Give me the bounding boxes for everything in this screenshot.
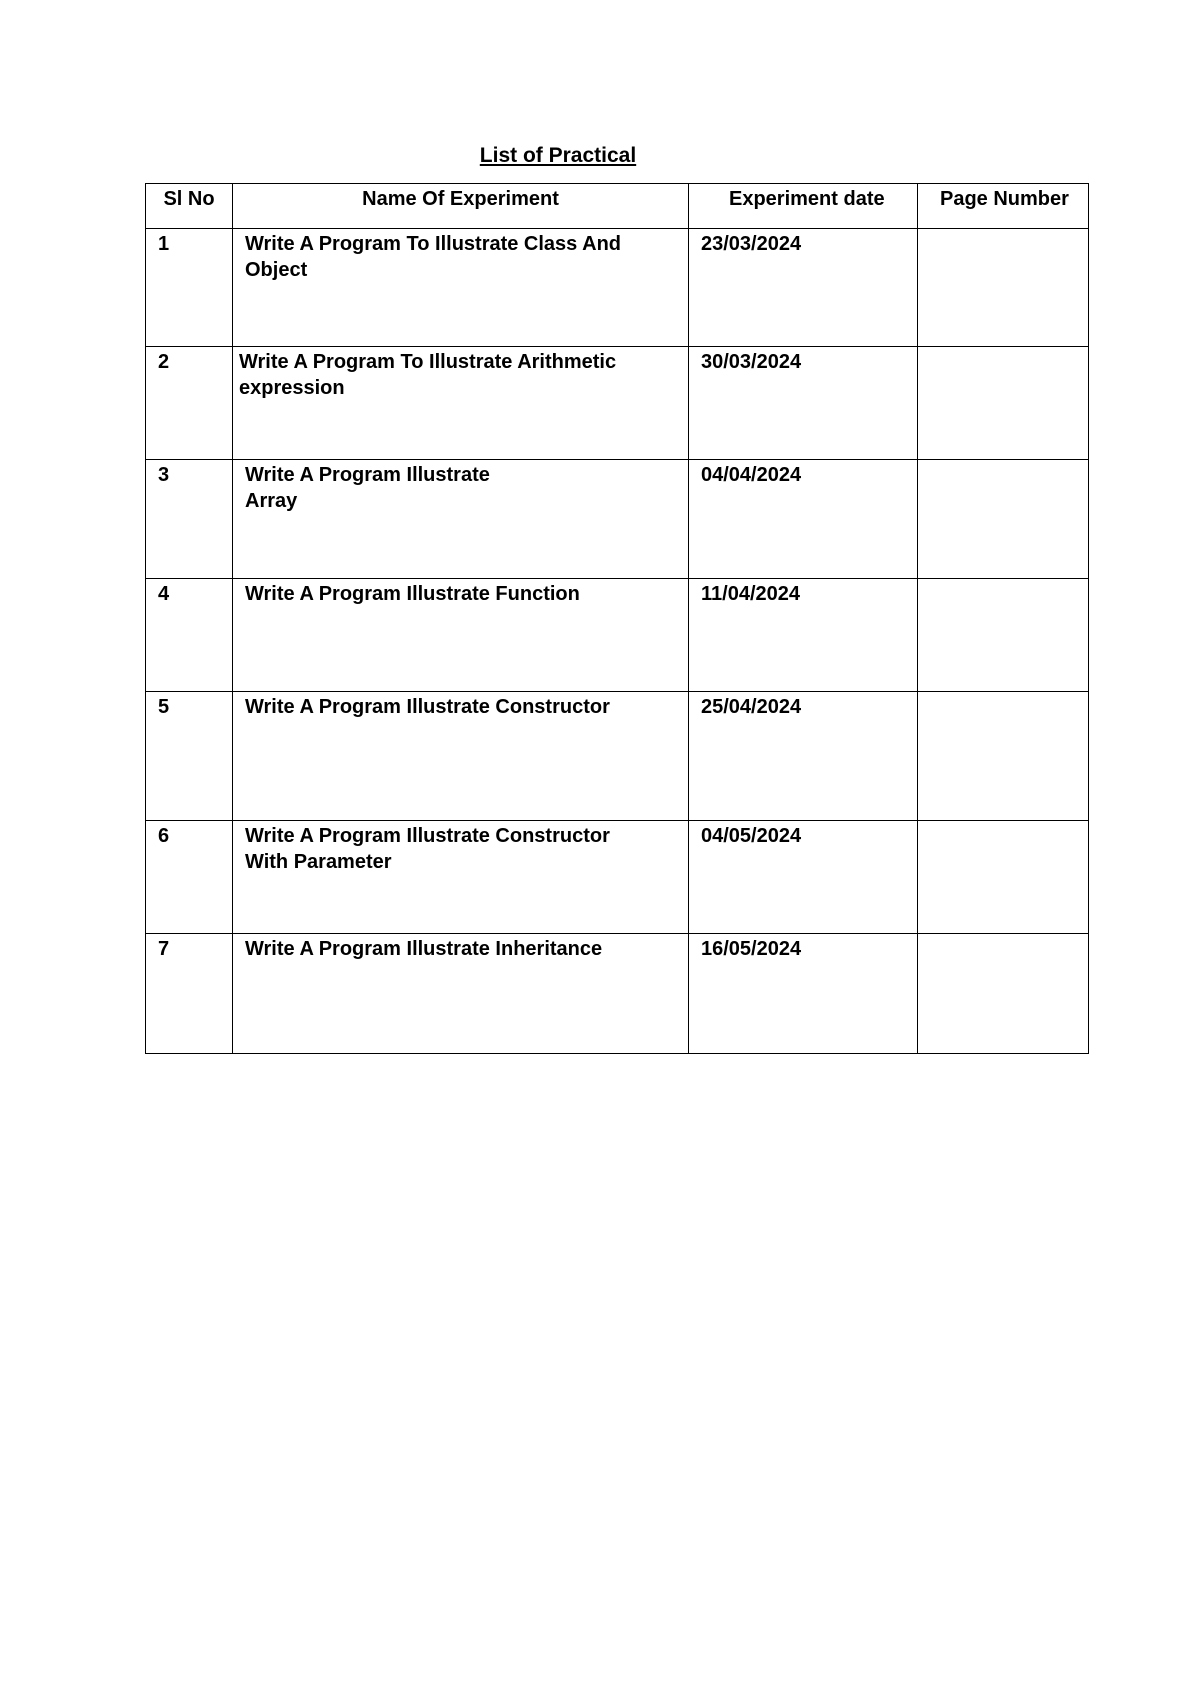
- page-title: List of Practical: [479, 144, 637, 167]
- page-number-cell: [918, 579, 1089, 692]
- page-number-cell: [918, 821, 1089, 934]
- sl-no-cell: 5: [146, 692, 233, 821]
- table-header-row: [146, 184, 1089, 229]
- page-number-cell: [918, 460, 1089, 579]
- table-row: [146, 460, 1089, 579]
- experiment-name-cell: Write A Program Illustrate Constructor: [233, 692, 689, 821]
- table-row: [146, 934, 1089, 1054]
- header-name-of-experiment: Name Of Experiment: [233, 184, 689, 229]
- sl-no-cell: 7: [146, 934, 233, 1054]
- page-number-cell: [918, 692, 1089, 821]
- header-sl-no: Sl No: [146, 184, 233, 229]
- experiment-name-cell: Write A Program To Illustrate Class And Object: [233, 229, 689, 347]
- page-number-cell: [918, 229, 1089, 347]
- table-row: [146, 579, 1089, 692]
- header-experiment-date: Experiment date: [689, 184, 918, 229]
- page-number-cell: [918, 934, 1089, 1054]
- experiment-name-cell: Write A Program Illustrate Array: [233, 460, 689, 579]
- table-row: [146, 692, 1089, 821]
- experiment-date-cell: 23/03/2024: [689, 229, 918, 347]
- sl-no-cell: 6: [146, 821, 233, 934]
- header-page-number: Page Number: [918, 184, 1089, 229]
- experiment-date-cell: 25/04/2024: [689, 692, 918, 821]
- experiment-name-cell: Write A Program Illustrate Function: [233, 579, 689, 692]
- experiment-name-cell: Write A Program Illustrate Inheritance: [233, 934, 689, 1054]
- experiment-name-cell: Write A Program To Illustrate Arithmetic expression: [233, 347, 689, 460]
- experiment-date-cell: 04/04/2024: [689, 460, 918, 579]
- table-row: [146, 821, 1089, 934]
- table-row: [146, 229, 1089, 347]
- sl-no-cell: 3: [146, 460, 233, 579]
- sl-no-cell: 1: [146, 229, 233, 347]
- experiment-date-cell: 04/05/2024: [689, 821, 918, 934]
- experiment-name-cell: Write A Program Illustrate Constructor With Parameter: [233, 821, 689, 934]
- table-row: [146, 347, 1089, 460]
- page-number-cell: [918, 347, 1089, 460]
- practicals-table: [145, 183, 1089, 1054]
- experiment-date-cell: 11/04/2024: [689, 579, 918, 692]
- sl-no-cell: 2: [146, 347, 233, 460]
- experiment-date-cell: 30/03/2024: [689, 347, 918, 460]
- experiment-date-cell: 16/05/2024: [689, 934, 918, 1054]
- sl-no-cell: 4: [146, 579, 233, 692]
